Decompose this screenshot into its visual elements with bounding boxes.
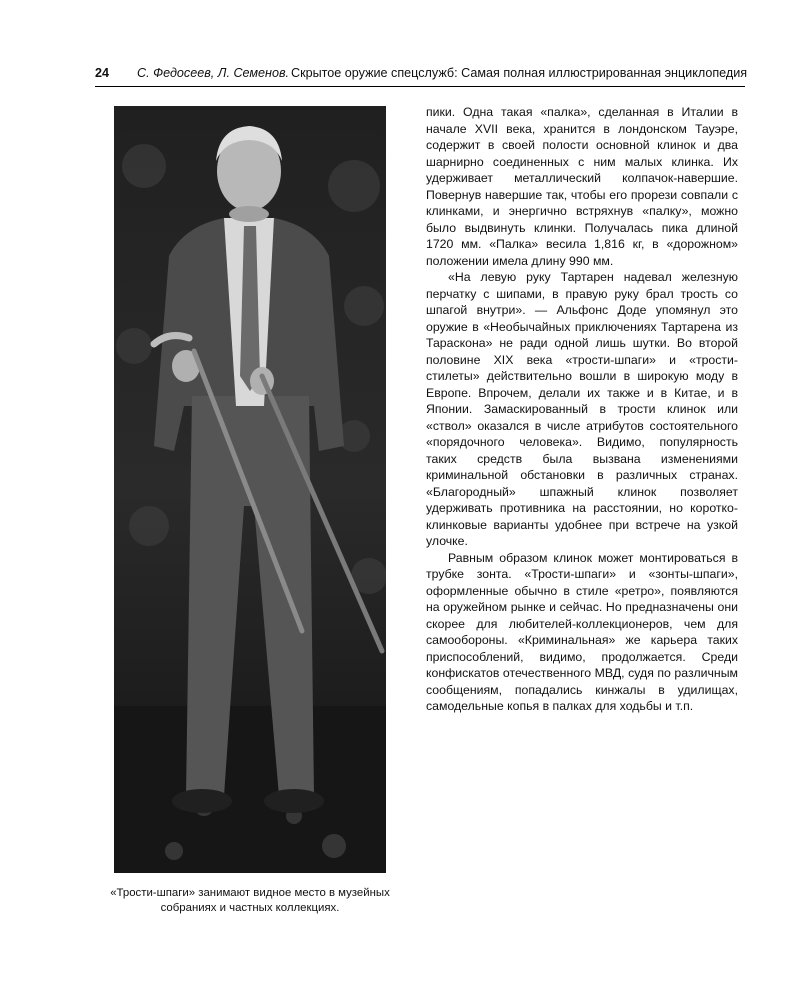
- caption-line-1: «Трости-шпаги» занимают видное место в музейных: [110, 887, 390, 899]
- header-book-title: Скрытое оружие спецслужб: Самая полная иллюстрированная энциклопедия: [291, 66, 748, 80]
- photo-illustration: [114, 106, 386, 873]
- header-authors: С. Федосеев, Л. Семенов.: [137, 66, 290, 80]
- body-paragraph: Равным образом клинок может монтироваться в трубке зонта. «Трости-шпаги» и «зонты-шпаги», оформленные обычно в стиле «ретро», появляются на оружейном рынке и сейчас. Но предназначены они скорее для любителей-коллекционеров, чем для самообороны. «Криминальная» же карьера таких приспособлений, видимо, продолжается. Среди конфискатов отечественного МВД, судя по различным сообщениям, попадались кинжалы в удилищах, самодельные копья в палках для ходьбы и т.п.: [426, 550, 738, 713]
- page-number: 24: [95, 66, 110, 80]
- body-text-column: [426, 104, 738, 715]
- caption-line-2: собраниях и частных коллекциях.: [160, 902, 340, 914]
- body-paragraph: «На левую руку Тартарен надевал железную перчатку с шипами, в правую руку брал трость со шпагой внутри». — Альфонс Доде упомянул это оружие в «Необычайных приключениях Тартарена из Тараскона» не ради одной лишь шутки. Во второй половине XIX века «трости-шпаги» и «трости-стилеты» действительно вошли в широкую моду в Европе. Впрочем, делали их также и в Китае, и в Японии. Замаскированный в трости клинок или «ствол» оказался в числе атрибутов состоятельного «порядочного человека». Видимо, популярность таких средств была вызвана изменениями криминальной обстановки в различных странах. «Благородный» шпажный клинок позволяет удерживать противника на расстоянии, но коротко-клинковые варианты удобнее при встрече на узкой улочке.: [426, 270, 738, 548]
- body-paragraph: пики. Одна такая «палка», сделанная в Италии в начале XVII века, хранится в лондонском Тауэре, содержит в своей полости основной клинок и два шарнирно соединенных с ним малых клинка. Их удерживает металлический колпачок-навершие. Повернув навершие так, чтобы его прорези совпали с клинками, и энергично встряхнув «палку», можно было выдвинуть клинки. Получалась пика длиной 1720 мм. «Палка» весила 1,816 кг, в «дорожном» положении имела длину 990 мм.: [426, 105, 738, 268]
- figure-photo: [114, 106, 386, 873]
- running-header: [95, 64, 748, 87]
- figure-caption: [95, 886, 405, 916]
